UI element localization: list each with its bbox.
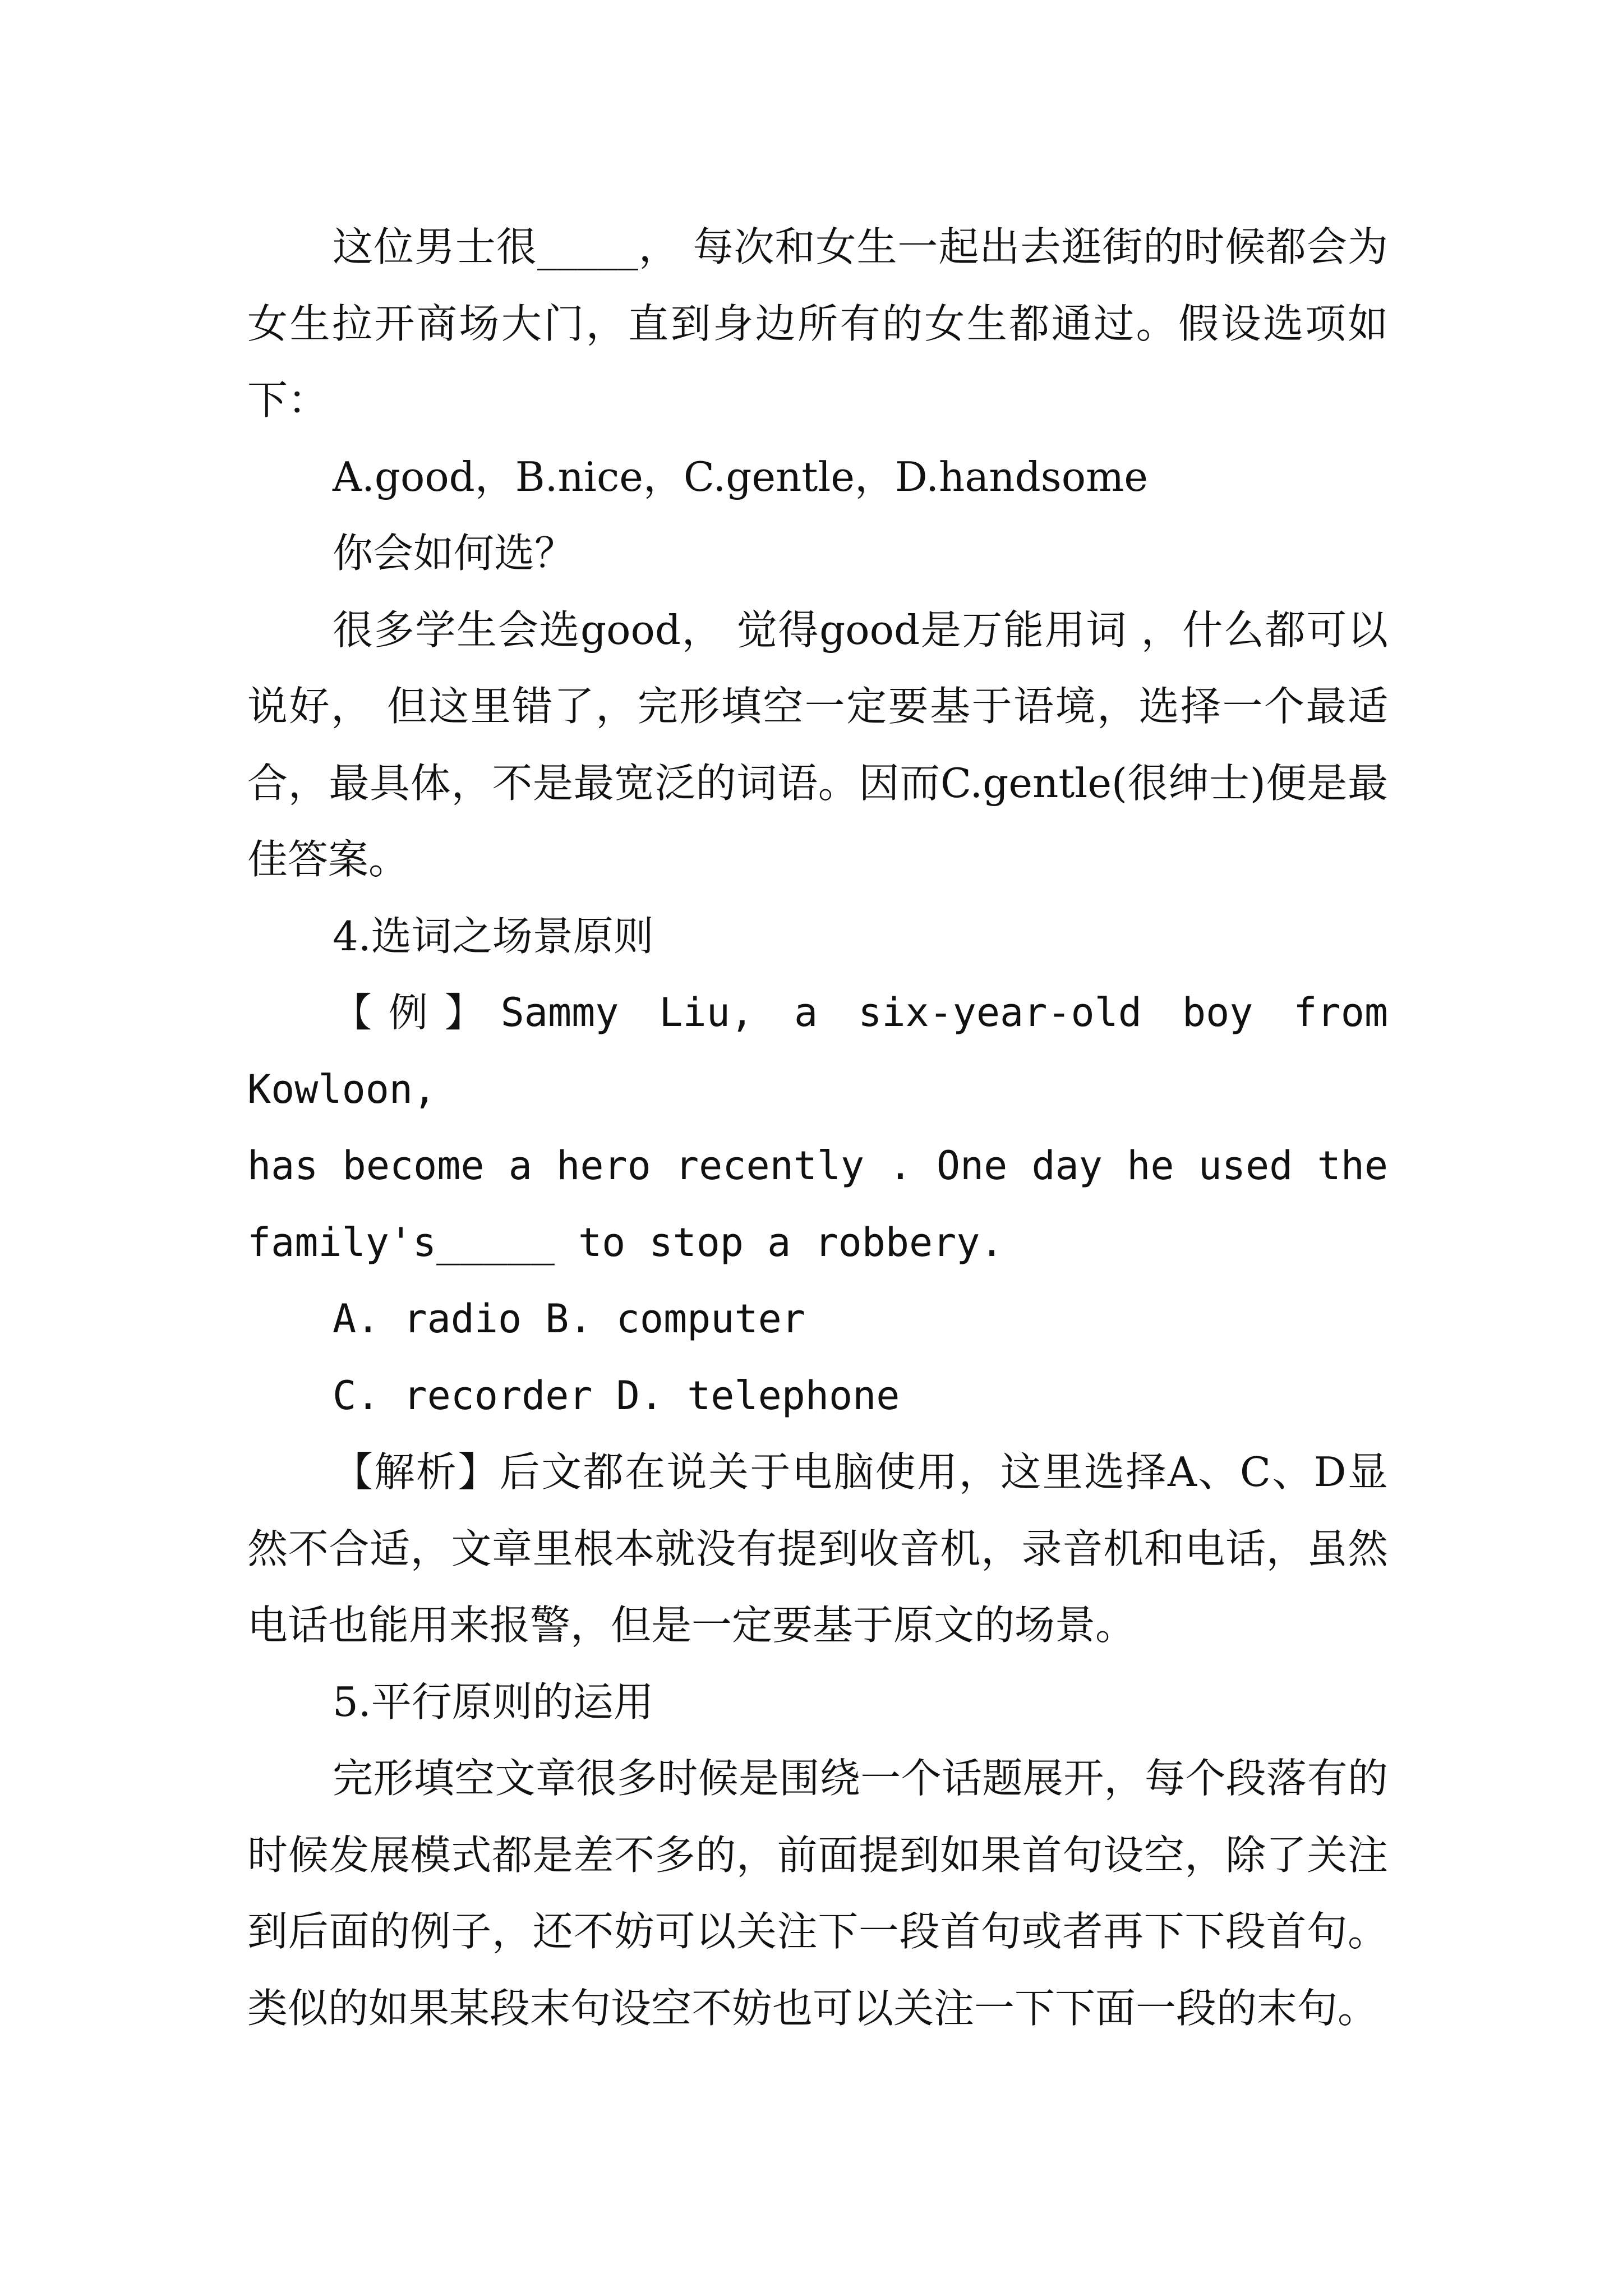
paragraph-analysis: 【解析】后文都在说关于电脑使用，这里选择A、C、D显然不合适，文章里根本就没有提到收音机，录音机和电话，虽然电话也能用来报警，但是一定要基于原文的场景。 — [247, 1448, 1388, 1649]
example-options-cd: C. recorder D. telephone — [333, 1372, 900, 1419]
example-line-1: 【例】Sammy Liu, a six-year-old boy from Kowloon, — [247, 990, 1388, 1112]
heading-parallel-principle: 5.平行原则的运用 — [333, 1678, 654, 1726]
paragraph-gentleman-question: 这位男士很_____， 每次和女生一起出去逛街的时候都会为女生拉开商场大门，直到身边所有的女生都通过。假设选项如下： — [247, 223, 1388, 424]
paragraph-options: A.good，B.nice，C.gentle，D.handsome — [333, 453, 1148, 500]
paragraph-parallel-explanation: 完形填空文章很多时候是围绕一个话题展开，每个段落有的时候发展模式都是差不多的，前面提到如果首句设空，除了关注到后面的例子，还不妨可以关注下一段首句或者再下下段首句。类似的如果某段末句设空不妨也可以关注一下下面一段的末句。 — [247, 1755, 1388, 2032]
example-line-3: family's_____ to stop a robbery. — [247, 1219, 1004, 1266]
paragraph-explanation-good: 很多学生会选good， 觉得good是万能用词 ，什么都可以说好， 但这里错了，完形填空一定要基于语境，选择一个最适合，最具体，不是最宽泛的词语。因而C.gentle(很绅士)便是最佳答案。 — [247, 606, 1388, 883]
example-options-ab: A. radio B. computer — [333, 1296, 805, 1342]
paragraph-how-to-choose: 你会如何选？ — [333, 530, 575, 577]
document-body — [247, 209, 1388, 2046]
heading-scene-principle: 4.选词之场景原则 — [333, 912, 654, 960]
example-line-2: has become a hero recently . One day he used the — [247, 1143, 1388, 1189]
example-passage — [247, 974, 1388, 1281]
